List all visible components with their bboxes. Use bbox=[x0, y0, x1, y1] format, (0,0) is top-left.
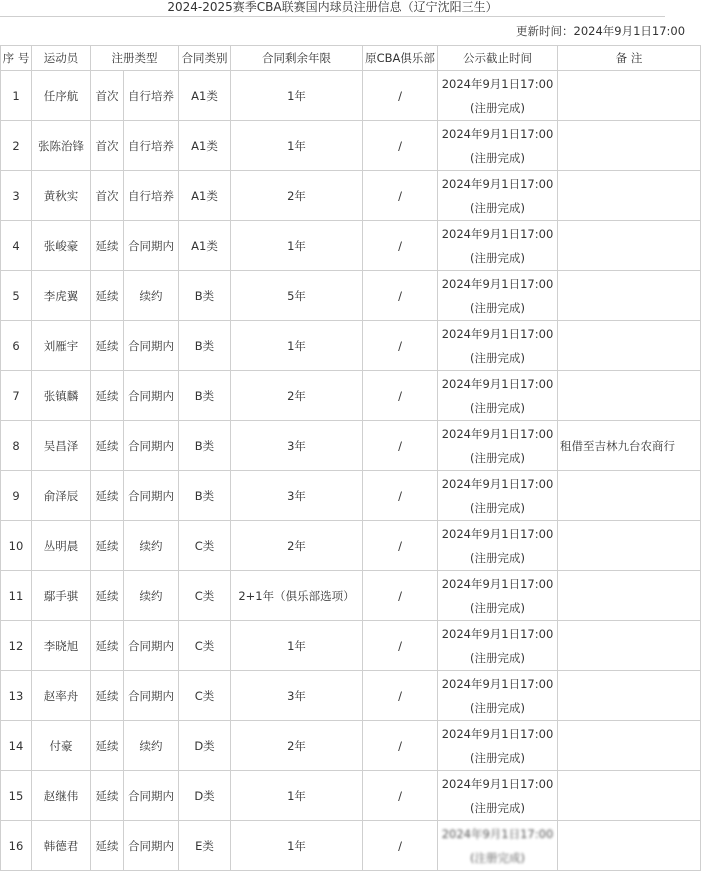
cell-deadline bbox=[438, 721, 558, 771]
cell-contract-class: B类 bbox=[179, 421, 231, 471]
page-title: 2024-2025赛季CBA联赛国内球员注册信息（辽宁沈阳三生） bbox=[0, 0, 665, 17]
cell-reg-detail: 自行培养 bbox=[124, 171, 179, 221]
cell-reg-kind: 延续 bbox=[91, 471, 124, 521]
cell-index: 13 bbox=[1, 671, 32, 721]
cell-contract-class: D类 bbox=[179, 771, 231, 821]
deadline-status: (注册完成) bbox=[470, 800, 525, 815]
deadline-status: (注册完成) bbox=[470, 750, 525, 765]
cell-contract-class: C类 bbox=[179, 621, 231, 671]
cell-former-club: / bbox=[363, 771, 438, 821]
cell-contract-class: B类 bbox=[179, 471, 231, 521]
cell-remarks bbox=[558, 71, 701, 121]
cell-former-club: / bbox=[363, 571, 438, 621]
cell-index: 14 bbox=[1, 721, 32, 771]
deadline-status: (注册完成) bbox=[470, 200, 525, 215]
cell-reg-kind: 延续 bbox=[91, 571, 124, 621]
deadline-datetime: 2024年9月1日17:00 bbox=[441, 226, 554, 241]
cell-contract-class: B类 bbox=[179, 371, 231, 421]
deadline-datetime: 2024年9月1日17:00 bbox=[441, 726, 554, 741]
deadline-datetime: 2024年9月1日17:00 bbox=[441, 676, 554, 691]
cell-former-club: / bbox=[363, 371, 438, 421]
table-body bbox=[1, 71, 701, 871]
cell-former-club: / bbox=[363, 171, 438, 221]
cell-index: 10 bbox=[1, 521, 32, 571]
cell-contract-years: 2年 bbox=[231, 721, 363, 771]
cell-contract-years: 1年 bbox=[231, 71, 363, 121]
cell-contract-years: 1年 bbox=[231, 621, 363, 671]
cell-contract-years: 1年 bbox=[231, 121, 363, 171]
cell-remarks bbox=[558, 121, 701, 171]
cell-remarks bbox=[558, 821, 701, 871]
deadline-datetime: 2024年9月1日17:00 bbox=[441, 376, 554, 391]
table-row bbox=[1, 71, 701, 121]
cell-reg-kind: 延续 bbox=[91, 621, 124, 671]
cell-player: 鄢手骐 bbox=[32, 571, 91, 621]
table-row bbox=[1, 521, 701, 571]
cell-remarks bbox=[558, 171, 701, 221]
deadline-status: (注册完成) bbox=[470, 500, 525, 515]
cell-contract-years: 1年 bbox=[231, 771, 363, 821]
table-row bbox=[1, 171, 701, 221]
cell-reg-detail: 合同期内 bbox=[124, 321, 179, 371]
cell-player: 张陈治锋 bbox=[32, 121, 91, 171]
cell-index: 8 bbox=[1, 421, 32, 471]
cell-index: 1 bbox=[1, 71, 32, 121]
cell-index: 3 bbox=[1, 171, 32, 221]
cell-contract-class: E类 bbox=[179, 821, 231, 871]
deadline-datetime: 2024年9月1日17:00 bbox=[441, 76, 554, 91]
cell-index: 5 bbox=[1, 271, 32, 321]
update-time-bar bbox=[0, 17, 686, 45]
cell-index: 9 bbox=[1, 471, 32, 521]
table-row bbox=[1, 121, 701, 171]
cell-remarks bbox=[558, 521, 701, 571]
deadline-datetime: 2024年9月1日17:00 bbox=[441, 126, 554, 141]
table-header-row bbox=[1, 46, 701, 71]
cell-reg-detail: 合同期内 bbox=[124, 621, 179, 671]
cell-remarks bbox=[558, 221, 701, 271]
deadline-status: (注册完成) bbox=[470, 450, 525, 465]
cell-contract-years: 2年 bbox=[231, 171, 363, 221]
cell-index: 12 bbox=[1, 621, 32, 671]
cell-former-club: / bbox=[363, 271, 438, 321]
cell-remarks bbox=[558, 621, 701, 671]
deadline-datetime: 2024年9月1日17:00 bbox=[441, 826, 554, 841]
header-index: 序 号 bbox=[1, 46, 32, 71]
cell-reg-detail: 合同期内 bbox=[124, 671, 179, 721]
cell-reg-kind: 延续 bbox=[91, 321, 124, 371]
deadline-status: (注册完成) bbox=[470, 250, 525, 265]
deadline-status: (注册完成) bbox=[470, 550, 525, 565]
table-row bbox=[1, 471, 701, 521]
deadline-datetime: 2024年9月1日17:00 bbox=[441, 576, 554, 591]
cell-reg-detail: 续约 bbox=[124, 521, 179, 571]
cell-remarks bbox=[558, 271, 701, 321]
cell-contract-years: 1年 bbox=[231, 221, 363, 271]
cell-reg-kind: 首次 bbox=[91, 171, 124, 221]
header-player: 运动员 bbox=[32, 46, 91, 71]
table-row bbox=[1, 771, 701, 821]
cell-deadline bbox=[438, 371, 558, 421]
cell-contract-class: B类 bbox=[179, 321, 231, 371]
table-row bbox=[1, 621, 701, 671]
cell-former-club: / bbox=[363, 471, 438, 521]
cell-former-club: / bbox=[363, 71, 438, 121]
cell-remarks bbox=[558, 721, 701, 771]
header-former-club: 原CBA俱乐部 bbox=[363, 46, 438, 71]
cell-remarks bbox=[558, 471, 701, 521]
cell-contract-class: A1类 bbox=[179, 171, 231, 221]
header-deadline: 公示截止时间 bbox=[438, 46, 558, 71]
cell-contract-years: 1年 bbox=[231, 821, 363, 871]
deadline-status: (注册完成) bbox=[470, 850, 525, 865]
cell-deadline bbox=[438, 821, 558, 871]
cell-former-club: / bbox=[363, 421, 438, 471]
cell-reg-detail: 自行培养 bbox=[124, 71, 179, 121]
cell-reg-detail: 合同期内 bbox=[124, 421, 179, 471]
table-row bbox=[1, 571, 701, 621]
cell-player: 黄秋实 bbox=[32, 171, 91, 221]
cell-reg-detail: 续约 bbox=[124, 571, 179, 621]
deadline-datetime: 2024年9月1日17:00 bbox=[441, 426, 554, 441]
cell-reg-detail: 合同期内 bbox=[124, 771, 179, 821]
deadline-datetime: 2024年9月1日17:00 bbox=[441, 326, 554, 341]
cell-contract-class: C类 bbox=[179, 571, 231, 621]
deadline-datetime: 2024年9月1日17:00 bbox=[441, 176, 554, 191]
cell-remarks bbox=[558, 771, 701, 821]
cell-reg-detail: 合同期内 bbox=[124, 221, 179, 271]
deadline-datetime: 2024年9月1日17:00 bbox=[441, 626, 554, 641]
cell-deadline bbox=[438, 71, 558, 121]
cell-reg-detail: 合同期内 bbox=[124, 471, 179, 521]
registration-table bbox=[0, 45, 701, 871]
cell-index: 15 bbox=[1, 771, 32, 821]
cell-reg-kind: 延续 bbox=[91, 221, 124, 271]
cell-player: 李晓旭 bbox=[32, 621, 91, 671]
deadline-status: (注册完成) bbox=[470, 150, 525, 165]
cell-player: 赵率舟 bbox=[32, 671, 91, 721]
cell-deadline bbox=[438, 121, 558, 171]
cell-reg-kind: 延续 bbox=[91, 821, 124, 871]
cell-former-club: / bbox=[363, 121, 438, 171]
cell-index: 4 bbox=[1, 221, 32, 271]
header-reg-type: 注册类型 bbox=[91, 46, 179, 71]
table-row bbox=[1, 221, 701, 271]
cell-deadline bbox=[438, 621, 558, 671]
cell-deadline bbox=[438, 271, 558, 321]
cell-reg-kind: 延续 bbox=[91, 421, 124, 471]
cell-deadline bbox=[438, 321, 558, 371]
cell-former-club: / bbox=[363, 321, 438, 371]
cell-deadline bbox=[438, 521, 558, 571]
deadline-status: (注册完成) bbox=[470, 350, 525, 365]
cell-contract-years: 3年 bbox=[231, 671, 363, 721]
table-row bbox=[1, 421, 701, 471]
cell-contract-class: A1类 bbox=[179, 121, 231, 171]
cell-remarks bbox=[558, 371, 701, 421]
cell-contract-class: C类 bbox=[179, 521, 231, 571]
cell-deadline bbox=[438, 671, 558, 721]
cell-reg-kind: 延续 bbox=[91, 271, 124, 321]
cell-player: 任序航 bbox=[32, 71, 91, 121]
cell-remarks: 租借至吉林九台农商行 bbox=[558, 421, 701, 471]
header-remarks: 备 注 bbox=[558, 46, 701, 71]
cell-contract-years: 3年 bbox=[231, 421, 363, 471]
deadline-datetime: 2024年9月1日17:00 bbox=[441, 276, 554, 291]
cell-contract-years: 2年 bbox=[231, 371, 363, 421]
cell-former-club: / bbox=[363, 671, 438, 721]
cell-reg-kind: 延续 bbox=[91, 721, 124, 771]
cell-deadline bbox=[438, 171, 558, 221]
deadline-status: (注册完成) bbox=[470, 300, 525, 315]
cell-contract-years: 2+1年（俱乐部选项） bbox=[231, 571, 363, 621]
cell-reg-detail: 续约 bbox=[124, 721, 179, 771]
cell-player: 赵继伟 bbox=[32, 771, 91, 821]
deadline-datetime: 2024年9月1日17:00 bbox=[441, 526, 554, 541]
cell-contract-years: 5年 bbox=[231, 271, 363, 321]
cell-deadline bbox=[438, 421, 558, 471]
cell-contract-years: 3年 bbox=[231, 471, 363, 521]
cell-reg-kind: 首次 bbox=[91, 121, 124, 171]
cell-reg-detail: 续约 bbox=[124, 271, 179, 321]
cell-contract-years: 2年 bbox=[231, 521, 363, 571]
table-row bbox=[1, 721, 701, 771]
cell-contract-years: 1年 bbox=[231, 321, 363, 371]
table-row bbox=[1, 671, 701, 721]
deadline-status: (注册完成) bbox=[470, 700, 525, 715]
cell-former-club: / bbox=[363, 521, 438, 571]
cell-remarks bbox=[558, 571, 701, 621]
cell-contract-class: C类 bbox=[179, 671, 231, 721]
cell-index: 2 bbox=[1, 121, 32, 171]
cell-index: 7 bbox=[1, 371, 32, 421]
table-row bbox=[1, 821, 701, 871]
update-time: 更新时间：2024年9月1日17:00 bbox=[516, 24, 686, 38]
cell-contract-class: A1类 bbox=[179, 221, 231, 271]
cell-player: 韩德君 bbox=[32, 821, 91, 871]
deadline-status: (注册完成) bbox=[470, 100, 525, 115]
cell-former-club: / bbox=[363, 221, 438, 271]
cell-remarks bbox=[558, 321, 701, 371]
cell-player: 丛明晨 bbox=[32, 521, 91, 571]
cell-reg-kind: 延续 bbox=[91, 671, 124, 721]
deadline-status: (注册完成) bbox=[470, 650, 525, 665]
cell-index: 11 bbox=[1, 571, 32, 621]
deadline-datetime: 2024年9月1日17:00 bbox=[441, 776, 554, 791]
cell-reg-kind: 延续 bbox=[91, 771, 124, 821]
header-contract-class: 合同类别 bbox=[179, 46, 231, 71]
cell-reg-detail: 合同期内 bbox=[124, 371, 179, 421]
cell-contract-class: B类 bbox=[179, 271, 231, 321]
cell-deadline bbox=[438, 571, 558, 621]
cell-player: 俞泽辰 bbox=[32, 471, 91, 521]
table-row bbox=[1, 321, 701, 371]
cell-player: 刘雁宇 bbox=[32, 321, 91, 371]
cell-index: 16 bbox=[1, 821, 32, 871]
cell-deadline bbox=[438, 471, 558, 521]
cell-former-club: / bbox=[363, 821, 438, 871]
cell-contract-class: A1类 bbox=[179, 71, 231, 121]
cell-reg-kind: 延续 bbox=[91, 521, 124, 571]
deadline-status: (注册完成) bbox=[470, 600, 525, 615]
cell-former-club: / bbox=[363, 721, 438, 771]
cell-player: 李虎翼 bbox=[32, 271, 91, 321]
cell-player: 张峻豪 bbox=[32, 221, 91, 271]
cell-remarks bbox=[558, 671, 701, 721]
deadline-datetime: 2024年9月1日17:00 bbox=[441, 476, 554, 491]
cell-index: 6 bbox=[1, 321, 32, 371]
cell-player: 吴昌泽 bbox=[32, 421, 91, 471]
cell-deadline bbox=[438, 771, 558, 821]
cell-reg-kind: 延续 bbox=[91, 371, 124, 421]
cell-contract-class: D类 bbox=[179, 721, 231, 771]
deadline-status: (注册完成) bbox=[470, 400, 525, 415]
header-contract-years: 合同剩余年限 bbox=[231, 46, 363, 71]
cell-reg-detail: 自行培养 bbox=[124, 121, 179, 171]
cell-deadline bbox=[438, 221, 558, 271]
cell-player: 张镇麟 bbox=[32, 371, 91, 421]
table-row bbox=[1, 271, 701, 321]
cell-former-club: / bbox=[363, 621, 438, 671]
table-row bbox=[1, 371, 701, 421]
cell-player: 付豪 bbox=[32, 721, 91, 771]
cell-reg-kind: 首次 bbox=[91, 71, 124, 121]
cell-reg-detail: 合同期内 bbox=[124, 821, 179, 871]
